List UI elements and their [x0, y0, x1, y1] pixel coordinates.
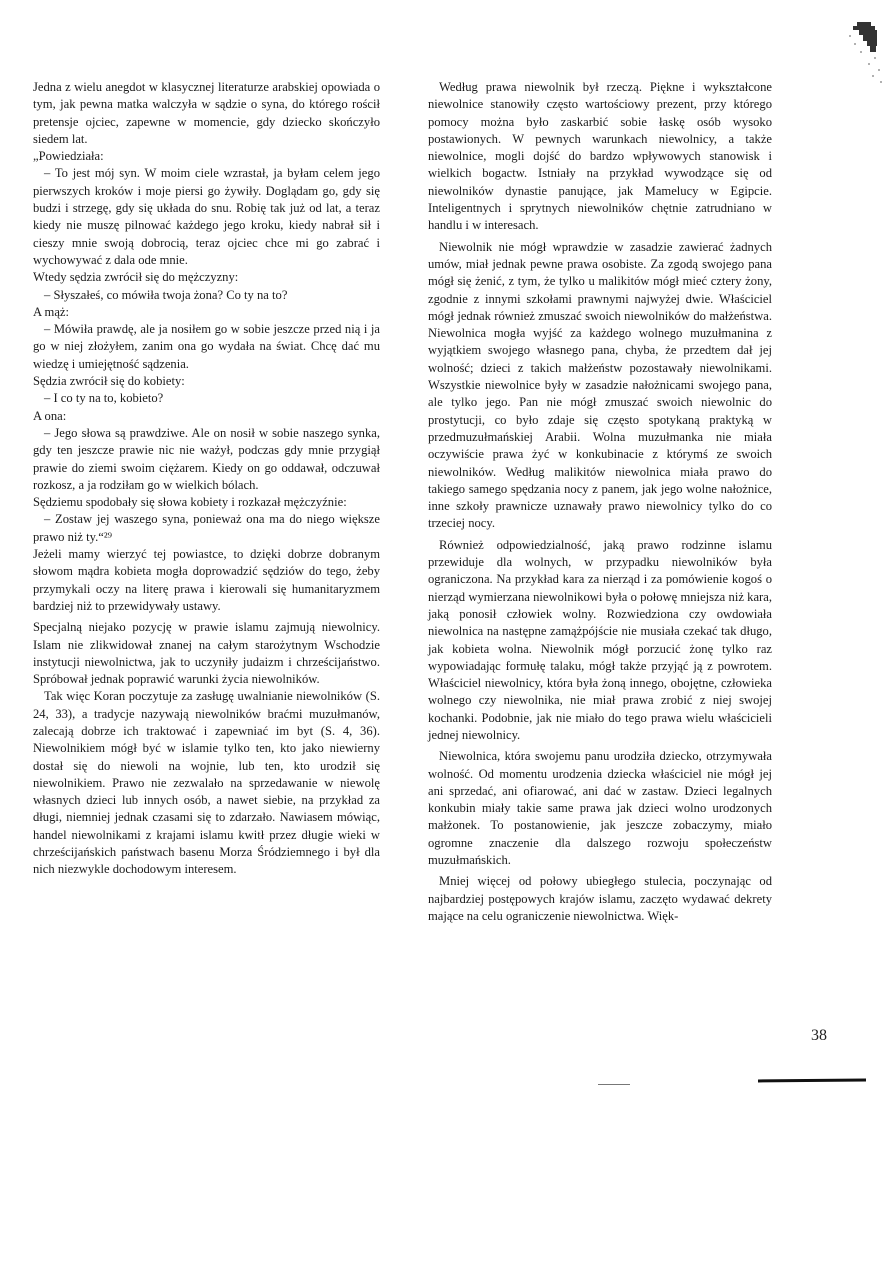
paragraph: – Jego słowa są prawdziwe. Ale on nosił w sobie naszego synka, gdy ten jeszcze prawie nic nie ważył, podczas gdy mnie przygiął prawie do ziemi swoim ciężarem. Kiedy on go oddawał, odczuwał rozkosz, a ja rodziłam go w wielkich bólach. [33, 425, 380, 492]
paragraph: Mniej więcej od połowy ubiegłego stulecia, poczynając od najbardziej postępowych krajów islamu, zaczęto wydawać dekrety mające na celu ograniczenie niewolnictwa. Więk- [428, 874, 772, 923]
paragraph: Niewolnica, która swojemu panu urodziła dziecko, otrzymywała wolność. Od momentu urodzenia dziecka właściciel nie mógł jej ani sprzedać, ani ofiarować, ani dać w zastaw. Dzieci legalnych konkubin miały takie same prawa jak dzieci wolno urodzonych małżonek. To postanowienie, jak jeszcze zobaczymy, miało ogromne znaczenie dla dalszego rozwoju społeczeństw muzułmańskich. [428, 749, 772, 868]
paragraph: Tak więc Koran poczytuje za zasługę uwalnianie niewolników (S. 24, 33), a tradycje nazywają niewolników braćmi muzułmanów, zalecają dobrze ich traktować i zapewniać im byt (S. 4, 36). Niewolnikiem mógł być w islamie tylko ten, kto jako niewierny dostał się do niewoli na wojnie, lub ten, kto urodził się niewolnikiem. Prawo nie zezwalało na sprzedawanie w niewolę własnych dzieci lub innych osób, a nawet siebie, na przykład za długi, niemniej jednak czasami się to zdarzało. Nawiasem mówiąc, handel niewolnikami z krajami islamu kwitł przez długie wieki w chrześcijańskich państwach basenu Morza Śródziemnego i był dla nich niezwykle dochodowym interesem. [33, 689, 380, 877]
page-number: 38 [811, 1027, 827, 1044]
paragraph: – Mówiła prawdę, ale ja nosiłem go w sobie jeszcze przed nią i ja go w niej złożyłem, zanim ona go wydała na świat. Chcę dać mu wiedzę i umiejętność sądzenia. [33, 322, 380, 371]
scan-edge-line-short [598, 1084, 630, 1085]
right-column [428, 79, 772, 925]
paragraph: Według prawa niewolnik był rzeczą. Piękne i wykształcone niewolnice stanowiły często wartościowy prezent, przy którego pomocy można było zaskarbić sobie łaskę osób wysoko postawionych. W pewnych warunkach niewolnicy, a także niewolnice, mogli dojść do bardzo wpływowych stanowisk i wielkich bogactw. Istniały na przykład wywodzące się od niewolników dynastie panujące, jak Mamelucy w Egipcie. Inteligentnych i sprytnych niewolników chętnie zatrudniano w handlu i w interesach. [428, 80, 772, 233]
paragraph: A mąż: [33, 304, 70, 319]
scan-corner-noise [815, 10, 885, 90]
paragraph: Jedna z wielu anegdot w klasycznej literaturze arabskiej opowiada o tym, jak pewna matka walczyła w sądzie o syna, do którego rościł pretensje ojciec, zapewne w momencie, gdy dziecko skończyło siedem lat. [33, 80, 380, 146]
paragraph: – Zostaw jej waszego syna, ponieważ ona ma do niego większe prawo niż ty.“²⁹ [33, 512, 380, 544]
paragraph: – I co ty na to, kobieto? [44, 391, 164, 406]
paragraph: Jeżeli mamy wierzyć tej powiastce, to dzięki dobrze dobranym słowom mądra kobieta mogła doprowadzić sędziów do tego, żeby przymykali oczy na literę prawa i kierowali się humanitaryzmem bardziej niż to przewidywały ustawy. [33, 547, 380, 613]
left-column [33, 79, 380, 879]
paragraph: Wtedy sędzia zwrócił się do mężczyzny: [33, 270, 239, 285]
paragraph: A ona: [33, 408, 67, 423]
paragraph: – Słyszałeś, co mówiła twoja żona? Co ty na to? [44, 287, 288, 302]
paragraph: Niewolnik nie mógł wprawdzie w zasadzie zawierać żadnych umów, miał jednak pewne prawa osobiste. Za zgodą swojego pana mógł się żenić, z tym, że tylko u malikitów mógł mieć cztery żony, zgodnie z innymi szkołami prawnymi najwyżej dwie. Właściciel mógł jednak również zmuszać swoich niewolników do małżeństwa. Niewolnica mogła wyjść za każdego wolnego muzułmanina z wyjątkiem swojego własnego pana, chyba, że przedtem dał jej wolność; dzieci z takich małżeństw pozostawały niewolnikami. Wszystkie niewolnice były w zasadzie nałożnicami swojego pana, ale tylko jego. Pan nie mógł zmuszać swoich niewolnic do prostytucji, co było zdaje się często spotykaną praktyką w przedmuzułmańskiej Arabii. Wolna muzułmanka nie miała oczywiście prawa żyć w konkubinacie z którymś ze swoich niewolników. Według malikitów niewolnica miała prawo do takiego samego spędzania nocy z panem, jak jego wolne nałożnice, inne szkoły prawnicze uznawały prawo niewolnicy tylko do co trzeciej nocy. [428, 239, 772, 531]
paragraph: Sędzia zwrócił się do kobiety: [33, 374, 185, 389]
scan-edge-line [758, 1079, 866, 1083]
paragraph: „Powiedziała: [33, 149, 104, 164]
paragraph: Specjalną niejako pozycję w prawie islamu zajmują niewolnicy. Islam nie zlikwidował znanej na całym starożytnym Wschodzie instytucji niewolnictwa, jak to uczyniły judaizm i chrześcijaństwo. Spróbował jednak poprawić warunki życia niewolników. [33, 620, 380, 687]
paragraph: Sędziemu spodobały się słowa kobiety i rozkazał mężczyźnie: [33, 495, 347, 510]
paragraph: Również odpowiedzialność, jaką prawo rodzinne islamu przewiduje dla wolnych, w przypadku niewolników była ograniczona. Na przykład kara za nierząd i za pomówienie kogoś o nierząd wymierzana niewolnikowi była o połowę mniejsza niż kara, jaką ponosił człowiek wolny. Rozwiedziona czy owdowiała niewolnica na następne zamążpójście nie musiała czekać tak długo, jak kobieta wolna. Niewolnik mógł porzucić żonę tylko raz wypowiadając formułę talaku, mógł także przyjąć ją z powrotem. Właściciel niewolnicy, która była żoną innego, obojętne, człowieka wolnego czy niewolnika, nie miał prawa zrobić z niej swojej kochanki. Podobnie, jak nie miało do tego prawa wielu właścicieli jednej niewolnicy. [428, 537, 772, 742]
paragraph: – To jest mój syn. W moim ciele wzrastał, ja byłam celem jego pierwszych kroków i moje piersi go żywiły. Doglądam go, gdy się budzi i strzegę, gdy się układa do snu. Robię tak już od lat, a teraz kiedy nie muszę pilnować każdego jego kroku, kiedy nabrał sił i cieszy mnie swoją dobrocią, teraz ojciec chce mi go zabrać i wychowywać z dala ode mnie. [33, 166, 380, 267]
